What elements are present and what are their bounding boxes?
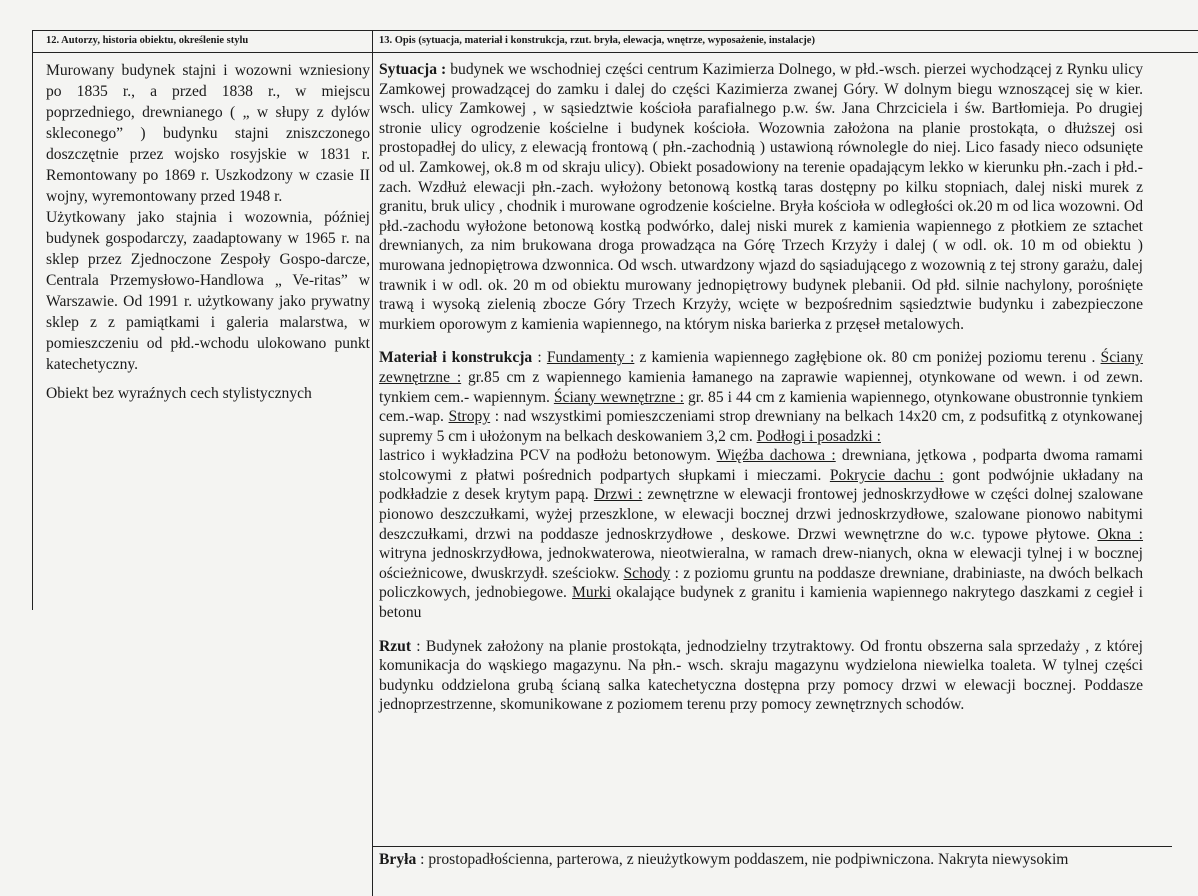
drzwi-label: Drzwi : bbox=[593, 486, 643, 504]
bryla-section bbox=[370, 846, 1170, 870]
sciany-zew-label: Ściany zewnętrzne : bbox=[379, 349, 1143, 386]
stropy-label: Stropy bbox=[448, 408, 491, 426]
rzut-label: Rzut bbox=[379, 637, 412, 655]
description-column bbox=[379, 60, 1143, 715]
sytuacja-text: budynek we wschodniej części centrum Kazimierza Dolnego, w płd.-wsch. pierzei wychodzącej z Rynku ulicy Zamkowej prowadzącej do zamku i dalej do części Kazimierza zwanej Góry. W dolnym biegu wznoszącej się w kier. wsch. ulicy Zamkowej , w sąsiedztwie kościoła parafialnego p.w. św. Jana Chrzciciela i św. Bartłomieja. Po drugiej stronie ulicy ogrodzenie kościelne i budynek kościoła. Wozownia założona na planie prostokąta, o dłuższej osi prostopadłej do ulicy, z elewacją frontową ( płn.-zachodnią ) ustawioną równolegle do niej. Lico fasady nieco odsunięte od ul. Zamkowej, ok.8 m od skraju ulicy). Obiekt posadowiony na terenie opadającym lekko w kierunku płn.-zach i płd.-zach. Wzdłuż elewacji płn.-zach. wyłożony betonową kostką taras dostępny po kilku stopniach, dalej niski murek z granitu, bruk ulicy , chodnik i murowane ogrodzenie kościelne. Bryła kościoła w odległości ok.20 m od lica wozowni. Od płd.-zachodu wyłożone betonową kostką podwórko, dalej niski murek z kamienia wapiennego z płotkiem ze sztachet drewnianych, za nim brukowana droga prowadząca na Górę Trzech Krzyży i dalej ( w odl. ok. 10 m od obiektu ) murowana jednopiętrowa dzwonnica. Od wsch. utwardzony wjazd do sąsiadującego z wozownią z tej strony garażu, dalej trawnik i w odl. ok. 20 m od obiektu murowany jednopiętrowy budynek plebanii. Od płd. silnie nachylony, porośnięte trawą i wysoką zielenią zbocze Góry Trzech Krzyży, wcięte w bezpośrednim sąsiedztwie budynku i zabezpieczone murkiem oporowym z kamienia wapiennego, na którym niska barierka z przęseł metalowych. bbox=[379, 61, 1143, 333]
material-section bbox=[379, 348, 1143, 622]
murki-label: Murki bbox=[572, 584, 612, 602]
sytuacja-label: Sytuacja : bbox=[379, 61, 447, 78]
okna-label: Okna : bbox=[1097, 525, 1143, 543]
schody-text: : z poziomu gruntu na poddasze drewniane, drabiniaste, na dwóch belkach policzkowych, jednobiegowe. bbox=[379, 564, 1143, 602]
material-colon: : bbox=[532, 349, 547, 367]
schody-label: Schody bbox=[623, 564, 671, 582]
podlogi-label: Podłogi i posadzki : bbox=[756, 427, 881, 445]
wiezba-label: Więźba dachowa : bbox=[716, 447, 836, 465]
sciany-wew-label: Ściany wewnętrzne : bbox=[553, 388, 684, 406]
wiezba-text: drewniana, jętkowa , podparta dwoma ramami stolcowymi z płatwi pośrednich podpartych słupkami i mieczami. bbox=[379, 447, 1143, 484]
fundamenty-text: z kamienia wapiennego zagłębione ok. 80 cm poniżej poziomu terenu . bbox=[634, 349, 1101, 367]
column-divider bbox=[372, 30, 373, 896]
header-left: 12. Autorzy, historia obiektu, określenie stylu bbox=[46, 35, 249, 46]
murki-text: okalające budynek z granitu i kamienia wapiennego nakrytego daszkami z cegieł i betonu bbox=[379, 584, 1143, 622]
material-label: Materiał i konstrukcja bbox=[379, 349, 533, 367]
style-paragraph: Obiekt bez wyraźnych cech stylistycznych bbox=[46, 385, 312, 402]
rzut-text: : Budynek założony na planie prostokąta, jednodzielny trzytraktowy. Od frontu obszerna sala sprzedaży , z której komunikacja do wąskiego magazynu. Na płn.- wsch. skraju magazynu wydzielona niewielka toaleta. W tylnej części budynku oddzielona grubą ścianą salka katechetyczna dostępna przy pomocy drzwi w elewacji bocznej. Poddasze jednoprzestrzenne, skomunikowane z poziomem terenu przy pomocy zewnętrznych schodów. bbox=[379, 637, 1143, 714]
stropy-text: : nad wszystkimi pomieszczeniami strop drewniany na belkach 14x20 cm, z podsufitką z otynkowanej supremy 5 cm i ułożonym na belkach deskowaniem 3,2 cm. bbox=[379, 408, 1144, 445]
header-top-rule bbox=[32, 30, 1198, 31]
sciany-zew-text: gr.85 cm z wapiennego kamienia łamanego na zaprawie wapiennej, otynkowane od wewn. i od zewn. tynkiem cem.- wapiennym. bbox=[379, 368, 1143, 406]
bryla-strip bbox=[370, 846, 1170, 896]
fundamenty-label: Fundamenty : bbox=[546, 349, 635, 367]
rzut-section bbox=[379, 637, 1143, 715]
left-border bbox=[32, 30, 33, 610]
podlogi-text: lastrico i wykładzina PCV na podłożu betonowym. bbox=[379, 447, 717, 465]
bryla-text: : prostopadłościenna, parterowa, z nieużytkowym poddaszem, nie podpiwniczona. Nakryta niewysokim bbox=[416, 851, 1069, 868]
history-paragraph: Murowany budynek stajni i wozowni wzniesiony po 1835 r., a przed 1838 r., w miejscu poprzedniego, drewnianego ( „ w słupy z dylów skleconego” ) budynku stajni zniszczonego doszczętnie przez wojsko rosyjskie w 1831 r. Remontowany po 1869 r. Uszkodzony w czasie II wojny, wyremontowany przed 1948 r. bbox=[46, 62, 370, 205]
sciany-wew-text: gr. 85 i 44 cm z kamienia wapiennego, otynkowane obustronnie tynkiem cem.-wap. bbox=[379, 388, 1143, 426]
header-right: 13. Opis (sytuacja, materiał i konstrukcja, rzut. bryła, elewacja, wnętrze, wyposażenie, instalacje) bbox=[379, 35, 815, 46]
pokrycie-text: gont podwójnie układany na podkładzie z desek krytym papą. bbox=[379, 466, 1144, 504]
usage-paragraph: Użytkowany jako stajnia i wozownia, później budynek gospodarczy, zaadaptowany w 1965 r. na sklep przez Zjednoczone Zespoły Gospo-darcze, Centrala Przemysłowo-Handlowa „ Ve-ritas” w Warszawie. Od 1991 r. użytkowany jako prywatny sklep z z pamiątkami i galeria malarstwa, w pomieszczeniu od płd.-wchodu ulokowano punkt katechetyczny. bbox=[46, 209, 370, 373]
header-bottom-rule bbox=[32, 52, 1198, 53]
history-column bbox=[46, 60, 370, 404]
okna-text: witryna jednoskrzydłowa, jednokwaterowa, nieotwieralna, w ramach drew-nianych, okna w elewacji tylnej i w bocznej ościeżnicowe, dwuskrzydł. sześciokw. bbox=[379, 545, 1143, 582]
bryla-label: Bryła bbox=[379, 851, 417, 868]
sytuacja-section bbox=[379, 60, 1143, 334]
drzwi-text: zewnętrzne w elewacji frontowej jednoskrzydłowe w części dolnej szalowane pionowo deszczułkami, wyżej przeszklone, w elewacji bocznej drzwi jednoskrzydłowe, szalowane pionowo nabitymi deszczułkami, drzwi na poddasze jednoskrzydłowe , deskowe. Drzwi wewnętrzne do w.c. typowe płytowe. bbox=[379, 486, 1144, 543]
pokrycie-label: Pokrycie dachu : bbox=[829, 466, 944, 484]
